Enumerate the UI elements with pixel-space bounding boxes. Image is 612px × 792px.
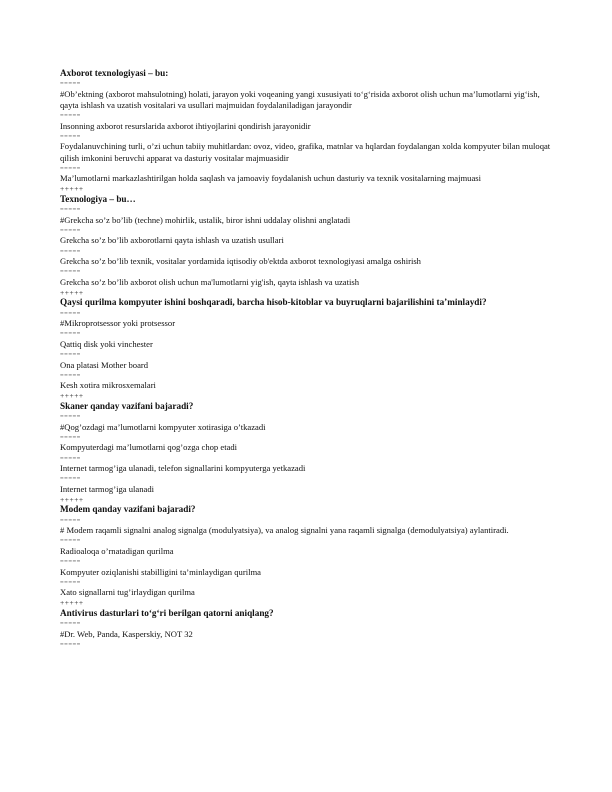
answer-option: Qattiq disk yoki vinchester xyxy=(60,338,153,349)
answer-option: Insonning axborot resurslarida axborot ihtiyojlarini qondirish jarayonidir xyxy=(60,120,311,131)
separator-line: ===== xyxy=(60,640,81,648)
separator-line: ===== xyxy=(60,330,81,338)
separator-line: ===== xyxy=(60,578,81,586)
answer-option: Ma’lumotlarni markazlashtirilgan holda saqlash va jamoaviy foydalanish uchun dasturiy va texnik vositalarning majmuasi xyxy=(60,173,481,184)
separator-line: ===== xyxy=(60,537,81,545)
separator-line: ===== xyxy=(60,413,81,421)
answer-option: Ona platasi Mother board xyxy=(60,359,149,370)
answer-option: Kompyuter oziqlanishi stabilligini ta’minlaydigan qurilma xyxy=(60,566,261,577)
answer-option: #Mikroprotsessor yoki protsessor xyxy=(60,318,176,329)
answer-option: # Modem raqamli signalni analog signalga (modulyatsiya), va analog signalni yana raqamli signalga (demodulyatsiya) aylantiradi. xyxy=(60,525,509,536)
separator-line: ===== xyxy=(60,80,81,88)
answer-option: Grekcha so’z bo’lib axborot olish uchun ma'lumotlarni yig'ish, qayta ishlash va uzatish xyxy=(60,276,360,287)
separator-line: ===== xyxy=(60,516,81,524)
answer-option: Kompyuterdagi ma’lumotlarni qog’ozga chop etadi xyxy=(60,442,238,453)
question-divider: +++++ xyxy=(60,598,84,608)
answer-option: Grekcha so’z bo’lib texnik, vositalar yordamida iqtisodiy ob'ektda axborot texnologiyasi amalga oshirish xyxy=(60,256,421,267)
answer-option: #Qog’ozdagi ma’lumotlarni kompyuter xotirasiga o’tkazadi xyxy=(60,421,266,432)
separator-line: ===== xyxy=(60,558,81,566)
question-divider: +++++ xyxy=(60,184,84,194)
separator-line: ===== xyxy=(60,226,81,234)
separator-line: ===== xyxy=(60,475,81,483)
answer-option: Radioaloqa o’rnatadigan qurilma xyxy=(60,545,174,556)
question-divider: +++++ xyxy=(60,494,84,504)
answer-option: #Dr. Web, Panda, Kasperskiy, NOT 32 xyxy=(60,628,193,639)
answer-option: #Ob’ektning (axborot mahsulotning) holati, jarayon yoki voqeaning yangi xususiyati to‘g‘risida axborot olish uchun ma’lumotlarni yig‘ish, qayta ishlash va uzatish vositalari va usullari majmuidan foydalaniladigan jarayondir xyxy=(60,88,540,110)
separator-line: ===== xyxy=(60,371,81,379)
question-divider: +++++ xyxy=(60,287,84,297)
separator-line: ===== xyxy=(60,164,81,172)
answer-option: Kesh xotira mikrosxemalari xyxy=(60,380,156,391)
question-text: Qaysi qurilma kompyuter ishini boshqaradi, barcha hisob-kitoblar va buyruqlarni bajarilishini ta’minlaydi? xyxy=(60,297,487,308)
separator-line: ===== xyxy=(60,112,81,120)
separator-line: ===== xyxy=(60,268,81,276)
separator-line: ===== xyxy=(60,620,81,628)
answer-option: #Grekcha so’z bo’lib (techne) mohirlik, ustalik, biror ishni uddalay olishni anglatadi xyxy=(60,214,351,225)
separator-line: ===== xyxy=(60,206,81,214)
answer-option: Grekcha so’z bo’lib axborotlarni qayta ishlash va uzatish usullari xyxy=(60,235,284,246)
separator-line: ===== xyxy=(60,454,81,462)
question-text: Antivirus dasturlari to‘g‘ri berilgan qatorni aniqlang? xyxy=(60,607,274,618)
separator-line: ===== xyxy=(60,433,81,441)
question-text: Texnologiya – bu… xyxy=(60,193,136,204)
answer-option: Internet tarmog’iga ulanadi xyxy=(60,483,155,494)
answer-option: Foydalanuvchining turli, o’zi uchun tabiiy muhitlardan: ovoz, video, grafika, matnlar va hqlardan foydalangan xolda kompyuter bilan muloqat qilish imkonini beruvchi apparat va dasturiy vositalar majmuasidir xyxy=(60,141,551,163)
document-page xyxy=(60,68,552,649)
answer-option: Internet tarmog’iga ulanadi, telefon signallarini kompyuterga yetkazadi xyxy=(60,463,306,474)
question-text: Modem qanday vazifani bajaradi? xyxy=(60,504,196,515)
separator-line: ===== xyxy=(60,351,81,359)
question-text: Skaner qanday vazifani bajaradi? xyxy=(60,400,194,411)
answer-option: Xato signallarni tug’irlaydigan qurilma xyxy=(60,587,195,598)
question-divider: +++++ xyxy=(60,391,84,401)
question-text: Axborot texnologiyasi – bu: xyxy=(60,68,169,78)
separator-line: ===== xyxy=(60,132,81,140)
separator-line: ===== xyxy=(60,309,81,317)
separator-line: ===== xyxy=(60,247,81,255)
